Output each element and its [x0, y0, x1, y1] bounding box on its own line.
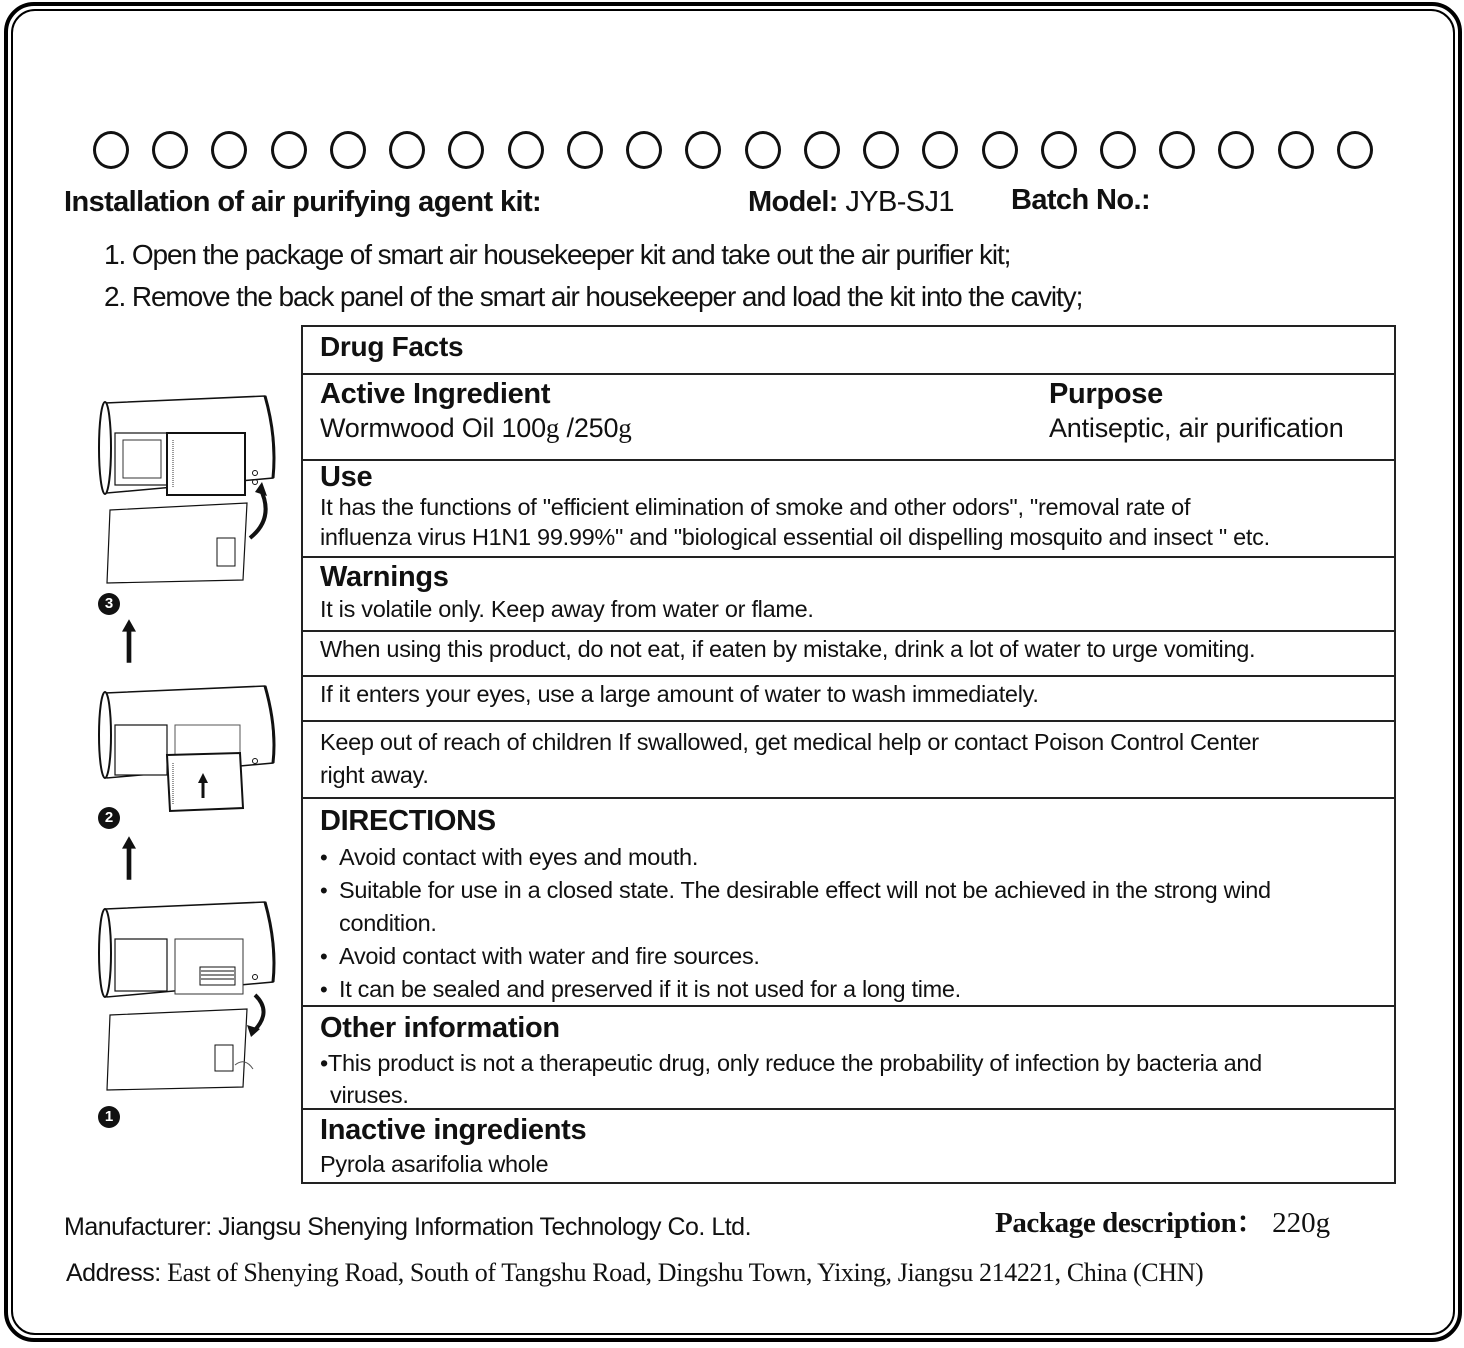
active-ingredient-heading: Active Ingredient — [320, 378, 551, 410]
hole-circle-icon — [330, 131, 366, 169]
direction-text: Suitable for use in a closed state. The desirable effect will not be achieved in the strong wind — [339, 877, 1271, 903]
warnings-row — [303, 558, 1394, 632]
arrow-up-icon — [122, 830, 136, 886]
hole-circle-icon — [922, 131, 958, 169]
arrow-up-icon — [122, 613, 136, 669]
hole-circle-icon — [1159, 131, 1195, 169]
purpose-block — [1049, 378, 1344, 444]
other-information-line-1: •This product is not a therapeutic drug, only reduce the probability of infection by bacteria and — [320, 1050, 1262, 1076]
hole-circle-icon — [271, 131, 307, 169]
directions-list — [320, 841, 1394, 1006]
address-text — [66, 1258, 1203, 1288]
drug-facts-panel — [301, 325, 1396, 1184]
unit-grams: g — [618, 413, 632, 443]
step-badge-3: 3 — [98, 593, 120, 615]
inactive-ingredients-row — [303, 1110, 1394, 1182]
address-label: Address: — [66, 1259, 168, 1287]
direction-item — [320, 973, 1394, 1006]
use-heading: Use — [320, 461, 373, 493]
direction-text: It can be sealed and preserved if it is not used for a long time. — [339, 976, 961, 1002]
direction-item-continued — [320, 907, 1394, 940]
hole-circle-icon — [389, 131, 425, 169]
direction-text: Avoid contact with eyes and mouth. — [339, 844, 699, 870]
warning-children-line-1: Keep out of reach of children If swallowed, get medical help or contact Poison Control Center — [320, 729, 1259, 755]
warning-volatile: It is volatile only. Keep away from water or flame. — [320, 596, 814, 622]
hole-circle-icon — [1337, 131, 1373, 169]
model-label: Model: — [748, 186, 838, 218]
hole-circle-icon — [1041, 131, 1077, 169]
active-ingredient-total: /250 — [559, 413, 619, 443]
direction-item — [320, 940, 1394, 973]
direction-text: Avoid contact with water and fire sources. — [339, 943, 760, 969]
bullet-icon: • — [320, 944, 328, 969]
bullet-spacer — [320, 907, 339, 940]
step-2: 2. Remove the back panel of the smart air housekeeper and load the kit into the cavity; — [104, 281, 1083, 312]
drug-facts-title: Drug Facts — [320, 331, 464, 362]
warning-ingestion: When using this product, do not eat, if eaten by mistake, drink a lot of water to urge vomiting. — [320, 636, 1256, 662]
manufacturer-text: Manufacturer: Jiangsu Shenying Information Technology Co. Ltd. — [64, 1213, 752, 1241]
warning-children-row — [303, 722, 1394, 799]
package-description — [995, 1200, 1330, 1241]
purpose-heading: Purpose — [1049, 378, 1163, 410]
other-information-heading: Other information — [320, 1012, 560, 1044]
installation-illustration — [90, 385, 280, 1135]
model-value: JYB-SJ1 — [845, 186, 954, 218]
hole-circle-icon — [745, 131, 781, 169]
warning-eyes-row — [303, 677, 1394, 722]
other-information-row — [303, 1007, 1394, 1110]
warning-ingestion-row — [303, 632, 1394, 677]
hole-circle-icon — [211, 131, 247, 169]
use-line-1: It has the functions of "efficient elimination of smoke and other odors", "removal rate of — [320, 494, 1191, 520]
directions-row — [303, 799, 1394, 1007]
device-step3-illustration — [95, 388, 280, 588]
package-value: 220g — [1272, 1207, 1331, 1239]
installation-steps — [104, 234, 1082, 318]
other-information-line-2: viruses. — [330, 1082, 409, 1108]
package-label: Package description： — [995, 1207, 1265, 1239]
direction-text: condition. — [339, 910, 437, 936]
hole-circle-icon — [863, 131, 899, 169]
hole-circle-icon — [152, 131, 188, 169]
step-badge-1: 1 — [98, 1106, 120, 1128]
warnings-heading: Warnings — [320, 561, 449, 593]
active-ingredient-row — [303, 375, 1394, 461]
model-info — [748, 186, 954, 219]
hole-circle-icon — [448, 131, 484, 169]
warning-eyes: If it enters your eyes, use a large amount of water to wash immediately. — [320, 681, 1039, 707]
hole-circle-icon — [626, 131, 662, 169]
use-row — [303, 461, 1394, 558]
hole-circle-icon — [1218, 131, 1254, 169]
unit-grams: g — [545, 413, 560, 443]
hole-circle-icon — [93, 131, 129, 169]
hole-circle-icon — [508, 131, 544, 169]
purpose-value: Antiseptic, air purification — [1049, 413, 1344, 443]
address-value: East of Shenying Road, South of Tangshu Road, Dingshu Town, Yixing, Jiangsu 214221, China (CHN) — [167, 1258, 1204, 1287]
use-line-2: influenza virus H1N1 99.99%" and "biological essential oil dispelling mosquito and insect " etc. — [320, 524, 1270, 550]
device-step2-illustration — [95, 683, 280, 833]
hole-circle-icon — [982, 131, 1018, 169]
hole-circle-icon — [685, 131, 721, 169]
bullet-icon: • — [320, 845, 328, 870]
device-step1-illustration — [95, 897, 280, 1097]
inactive-ingredients-heading: Inactive ingredients — [320, 1114, 587, 1146]
step-badge-2: 2 — [98, 807, 120, 829]
hole-circle-icon — [804, 131, 840, 169]
direction-item — [320, 874, 1394, 907]
drug-facts-title-row — [303, 327, 1394, 375]
installation-title: Installation of air purifying agent kit: — [64, 186, 542, 218]
hole-circle-icon — [1278, 131, 1314, 169]
active-ingredient-amount: Wormwood Oil 100 — [320, 413, 546, 443]
bullet-icon: • — [320, 977, 328, 1002]
hole-circle-icon — [567, 131, 603, 169]
hole-circle-icon — [1100, 131, 1136, 169]
perforation-row — [93, 131, 1373, 171]
warning-children-line-2: right away. — [320, 762, 429, 788]
bullet-icon: • — [320, 878, 328, 903]
directions-heading: DIRECTIONS — [320, 805, 496, 837]
step-1: 1. Open the package of smart air housekeeper kit and take out the air purifier kit; — [104, 239, 1011, 270]
direction-item — [320, 841, 1394, 874]
inactive-ingredients-value: Pyrola asarifolia whole — [320, 1151, 549, 1177]
batch-label: Batch No.: — [1011, 184, 1151, 216]
